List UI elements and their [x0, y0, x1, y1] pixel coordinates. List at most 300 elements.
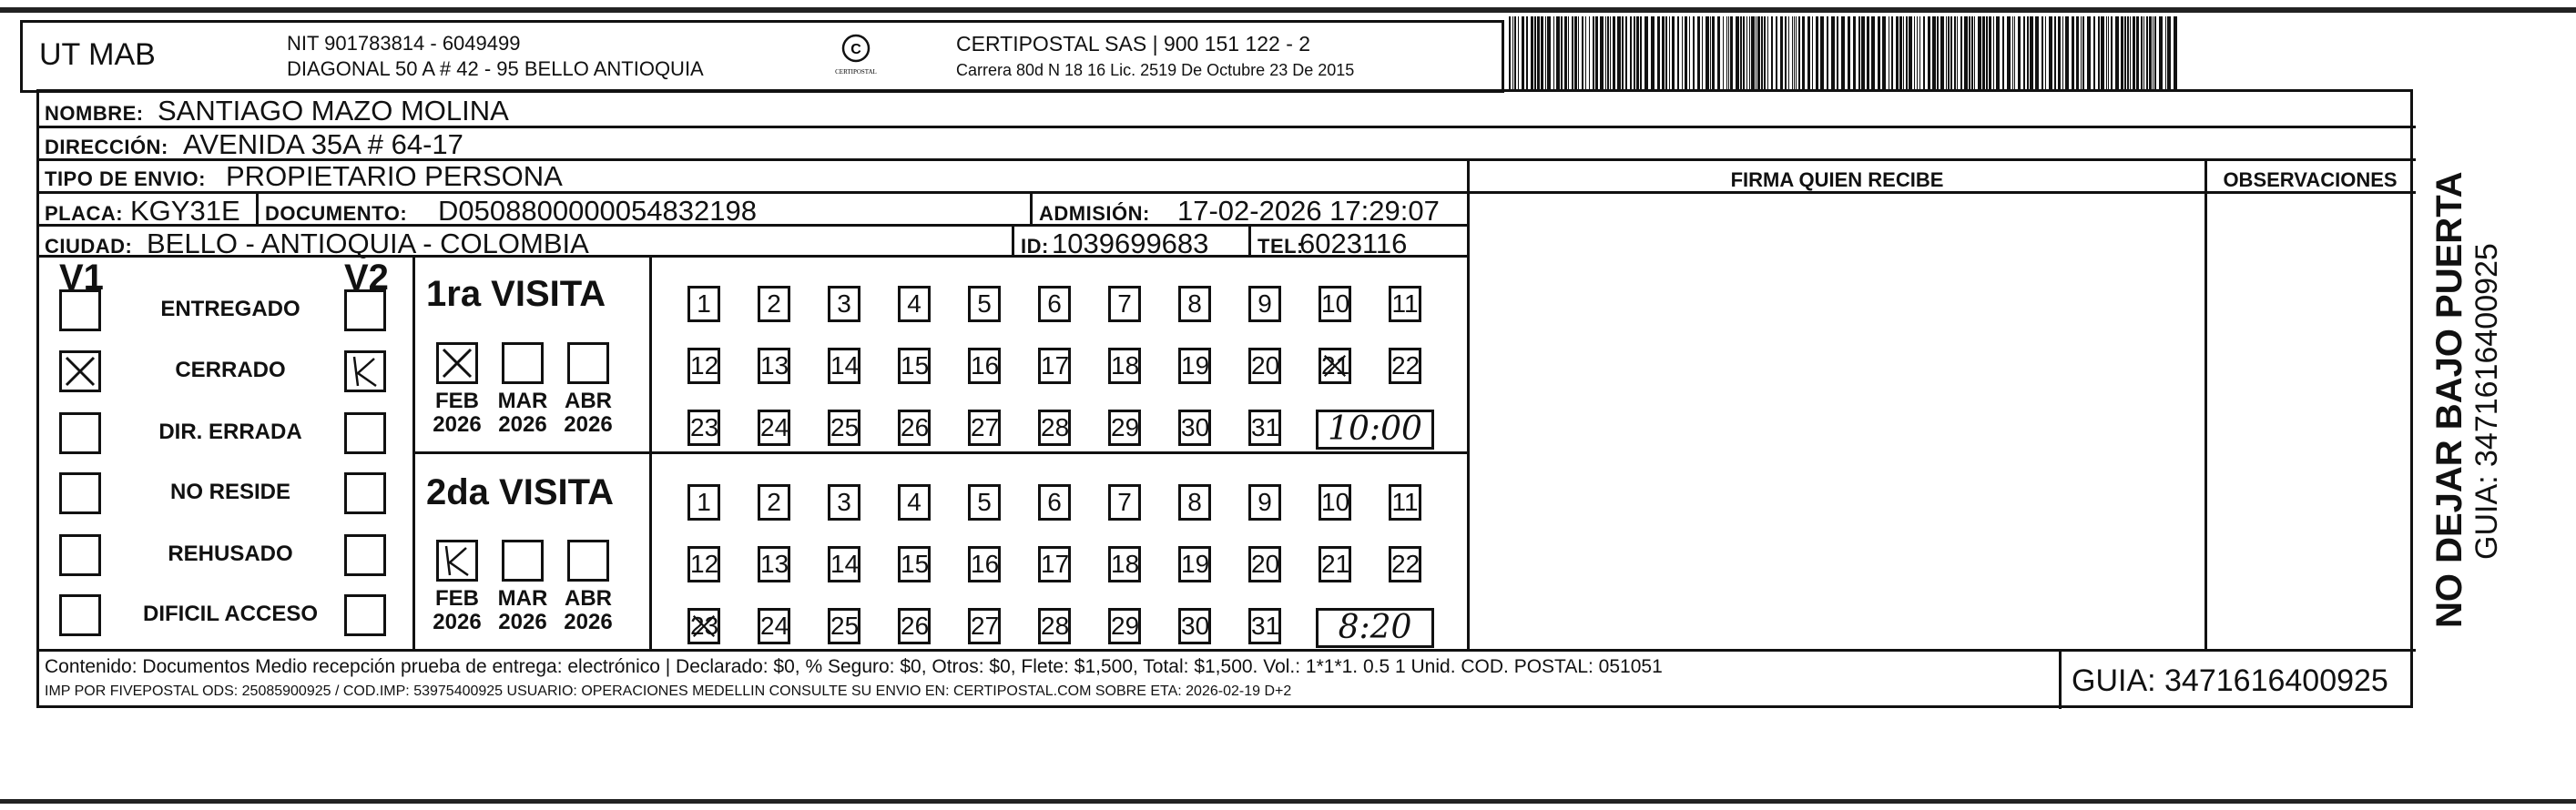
direccion-row — [39, 128, 1223, 161]
month-checkbox[interactable] — [567, 540, 609, 582]
side-warning: NO DEJAR BAJO PUERTA — [2429, 171, 2469, 628]
barcode-bar — [1669, 16, 1670, 89]
direccion-value: AVENIDA 35A # 64-17 — [183, 128, 463, 160]
barcode-bar — [1827, 16, 1828, 89]
day-box[interactable]: 23 — [687, 608, 720, 644]
visit2-title: 2da VISITA — [426, 472, 614, 512]
barcode-bar — [2035, 16, 2039, 89]
top-border-line — [0, 7, 2576, 13]
barcode-bar — [1969, 16, 1970, 89]
day-box[interactable]: 5 — [968, 484, 1001, 521]
day-box[interactable]: 10 — [1319, 484, 1351, 521]
time-box[interactable]: 8:20 — [1316, 608, 1434, 648]
day-box[interactable]: 4 — [898, 484, 931, 521]
barcode-bar — [1526, 16, 1528, 89]
barcode-bar — [1636, 16, 1639, 89]
tipo-row — [39, 161, 1223, 192]
certipostal-logo — [833, 32, 879, 85]
firma-area[interactable] — [1470, 194, 2204, 649]
day-box[interactable]: 12 — [687, 348, 720, 384]
direccion-label: DIRECCIÓN: — [45, 136, 168, 158]
barcode-bar — [1657, 16, 1660, 89]
barcode-bar — [1743, 16, 1745, 89]
admision-label: ADMISIÓN: — [1039, 202, 1150, 225]
month-label — [493, 587, 553, 634]
day-box[interactable]: 8 — [1178, 286, 1211, 322]
day-box[interactable]: 10 — [1319, 286, 1351, 322]
day-box[interactable]: 26 — [898, 608, 931, 644]
barcode-bar — [1553, 16, 1554, 89]
tipo-value: PROPIETARIO PERSONA — [226, 160, 563, 192]
barcode-bar — [1816, 16, 1818, 89]
v1-checkbox[interactable] — [59, 289, 101, 331]
barcode-bar — [1746, 16, 1747, 89]
barcode-bar — [2154, 16, 2156, 89]
barcode-bar — [1651, 16, 1655, 89]
observaciones-area[interactable] — [2207, 194, 2413, 649]
barcode-bar — [1531, 16, 1533, 89]
barcode-bar — [1640, 16, 1642, 89]
barcode-bar — [1710, 16, 1711, 89]
barcode-bar — [1574, 16, 1577, 89]
barcode-bar — [1812, 16, 1813, 89]
barcode-bar — [1974, 16, 1975, 89]
month-name: MAR — [497, 586, 548, 611]
barcode-bar — [2143, 16, 2144, 89]
status-label: CERRADO — [175, 358, 286, 382]
day-box[interactable]: 12 — [687, 546, 720, 582]
barcode-bar — [1605, 16, 1606, 89]
barcode-bar — [1761, 16, 1763, 89]
barcode-bar — [1572, 16, 1573, 89]
nombre-row — [39, 92, 1223, 128]
barcode-bar — [1617, 16, 1621, 89]
barcode-bar — [1785, 16, 1787, 89]
barcode-bar — [1954, 16, 1956, 89]
barcode-bar — [1600, 16, 1604, 89]
day-box[interactable]: 31 — [1248, 410, 1281, 446]
barcode-bar — [2106, 16, 2107, 89]
month-checkbox[interactable] — [436, 540, 478, 582]
barcode-bar — [1736, 16, 1739, 89]
day-box[interactable]: 7 — [1108, 286, 1141, 322]
company-address: DIAGONAL 50 A # 42 - 95 BELLO ANTIOQUIA — [287, 57, 704, 80]
status-label: DIFICIL ACCESO — [142, 602, 318, 626]
barcode-bar — [2093, 16, 2095, 89]
barcode-bar — [1682, 16, 1683, 89]
barcode-bar — [2165, 16, 2166, 89]
barcode-bar — [2087, 16, 2091, 89]
tipo-label: TIPO DE ENVIO: — [45, 167, 206, 190]
documento-label: DOCUMENTO: — [265, 202, 408, 225]
day-box[interactable]: 1 — [687, 484, 720, 521]
barcode-bar — [1561, 16, 1563, 89]
barcode-bar — [1740, 16, 1742, 89]
day-box[interactable]: 14 — [828, 546, 860, 582]
barcode-bar — [2149, 16, 2152, 89]
visit1-title: 1ra VISITA — [426, 274, 606, 314]
barcode-bar — [1672, 16, 1675, 89]
barcode-bar — [1841, 16, 1845, 89]
barcode-bar — [1871, 16, 1875, 89]
carrier-name: CERTIPOSTAL SAS | 900 151 122 - 2 — [956, 32, 1311, 56]
barcode-bar — [1853, 16, 1856, 89]
v2-checkbox[interactable] — [344, 472, 386, 514]
day-box[interactable]: 28 — [1038, 608, 1071, 644]
day-box[interactable]: 1 — [687, 286, 720, 322]
barcode-bar — [2082, 16, 2084, 89]
day-box[interactable]: 5 — [968, 286, 1001, 322]
day-box[interactable]: 13 — [758, 546, 790, 582]
tel-label: TEL: — [1257, 235, 1304, 258]
day-box[interactable]: 22 — [1389, 348, 1421, 384]
barcode-bar — [2018, 16, 2021, 89]
day-box[interactable]: 8 — [1178, 484, 1211, 521]
day-box[interactable]: 18 — [1108, 348, 1141, 384]
status-label: ENTREGADO — [160, 297, 300, 321]
barcode-bar — [1914, 16, 1915, 89]
barcode-bar — [2127, 16, 2129, 89]
barcode-bar — [1948, 16, 1950, 89]
v1-checkbox[interactable] — [59, 472, 101, 514]
barcode-bar — [1578, 16, 1579, 89]
barcode-bar — [2174, 16, 2177, 89]
barcode-bar — [1685, 16, 1687, 89]
barcode-bar — [1950, 16, 1952, 89]
placa-label: PLACA: — [45, 202, 124, 225]
status-label: DIR. ERRADA — [158, 420, 302, 444]
barcode-bar — [1788, 16, 1789, 89]
day-box[interactable]: 29 — [1108, 608, 1141, 644]
day-box[interactable]: 11 — [1389, 484, 1421, 521]
barcode-bar — [2065, 16, 2069, 89]
barcode-bar — [2136, 16, 2139, 89]
barcode-bar — [2054, 16, 2056, 89]
v2-checkbox[interactable] — [344, 594, 386, 636]
barcode-bar — [1989, 16, 1991, 89]
day-box[interactable]: 9 — [1248, 484, 1281, 521]
day-box[interactable]: 6 — [1038, 484, 1071, 521]
side-guia: GUIA: 3471616400925 — [2469, 243, 2504, 560]
barcode-bar — [1728, 16, 1729, 89]
day-box[interactable]: 27 — [968, 608, 1001, 644]
v2-header: V2 — [344, 258, 389, 298]
month-year: 2026 — [498, 412, 547, 437]
barcode-bar — [1906, 16, 1908, 89]
barcode — [1507, 16, 2181, 89]
barcode-bar — [1512, 16, 1513, 89]
v2-checkbox[interactable] — [344, 534, 386, 576]
barcode-bar — [1689, 16, 1690, 89]
barcode-bar — [1518, 16, 1519, 89]
day-box[interactable]: 29 — [1108, 410, 1141, 446]
day-box[interactable]: 9 — [1248, 286, 1281, 322]
barcode-bar — [2030, 16, 2033, 89]
barcode-bar — [1848, 16, 1850, 89]
barcode-bar — [1858, 16, 1860, 89]
barcode-bar — [1794, 16, 1795, 89]
day-box[interactable]: 30 — [1178, 410, 1211, 446]
company-nit: NIT 901783814 - 6049499 — [287, 32, 521, 55]
status-label: NO RESIDE — [169, 480, 291, 504]
day-box[interactable]: 2 — [758, 286, 790, 322]
barcode-bar — [1730, 16, 1733, 89]
barcode-bar — [1982, 16, 1985, 89]
barcode-bar — [1909, 16, 1912, 89]
barcode-bar — [1622, 16, 1624, 89]
day-box[interactable]: 25 — [828, 410, 860, 446]
barcode-bar — [2014, 16, 2015, 89]
barcode-bar — [1585, 16, 1586, 89]
barcode-bar — [1776, 16, 1777, 89]
barcode-bar — [1644, 16, 1648, 89]
barcode-bar — [2130, 16, 2131, 89]
day-box[interactable]: 15 — [898, 546, 931, 582]
day-box[interactable]: 14 — [828, 348, 860, 384]
barcode-bar — [1610, 16, 1611, 89]
barcode-bar — [2012, 16, 2013, 89]
tel-value: 6023116 — [1299, 228, 1408, 259]
barcode-bar — [1882, 16, 1886, 89]
barcode-bar — [2167, 16, 2171, 89]
barcode-bar — [1932, 16, 1936, 89]
day-box[interactable]: 7 — [1108, 484, 1141, 521]
month-year: 2026 — [564, 610, 613, 634]
id-label: ID: — [1021, 235, 1049, 258]
barcode-bar — [1749, 16, 1750, 89]
day-box[interactable]: 24 — [758, 608, 790, 644]
barcode-bar — [2124, 16, 2126, 89]
month-year: 2026 — [433, 610, 482, 634]
barcode-bar — [1891, 16, 1893, 89]
day-box[interactable]: 31 — [1248, 608, 1281, 644]
day-box[interactable]: 2 — [758, 484, 790, 521]
barcode-bar — [2045, 16, 2046, 89]
month-checkbox[interactable] — [502, 342, 544, 384]
documento-value: D0508800000054832198 — [438, 195, 757, 227]
day-box[interactable]: 28 — [1038, 410, 1071, 446]
month-name: FEB — [435, 389, 479, 413]
barcode-bar — [1509, 16, 1511, 89]
day-box[interactable]: 13 — [758, 348, 790, 384]
day-box[interactable]: 20 — [1248, 546, 1281, 582]
v1-checkbox[interactable] — [59, 594, 101, 636]
v2-checkbox[interactable] — [344, 350, 386, 392]
barcode-bar — [2108, 16, 2109, 89]
barcode-bar — [2076, 16, 2079, 89]
barcode-bar — [1545, 16, 1546, 89]
barcode-bar — [1595, 16, 1598, 89]
footer-guia: GUIA: 3471616400925 — [2072, 663, 2388, 698]
day-mark — [690, 611, 718, 642]
v1-checkbox[interactable] — [59, 412, 101, 454]
day-box[interactable]: 30 — [1178, 608, 1211, 644]
barcode-bar — [2081, 16, 2082, 89]
month-checkbox[interactable] — [436, 342, 478, 384]
placa-value: KGY31E — [130, 195, 240, 227]
day-box[interactable]: 17 — [1038, 348, 1071, 384]
barcode-bar — [1919, 16, 1920, 89]
month-label — [427, 587, 487, 634]
barcode-bar — [1937, 16, 1939, 89]
time-box[interactable]: 10:00 — [1316, 410, 1434, 450]
carrier-license: Carrera 80d N 18 16 Lic. 2519 De Octubre 23 De 2015 — [956, 61, 1355, 79]
barcode-bar — [1971, 16, 1973, 89]
barcode-bar — [1780, 16, 1783, 89]
nombre-value: SANTIAGO MAZO MOLINA — [158, 95, 509, 127]
day-box[interactable]: 16 — [968, 546, 1001, 582]
barcode-bar — [1917, 16, 1918, 89]
ciudad-label: CIUDAD: — [45, 235, 133, 258]
month-name: ABR — [565, 389, 612, 413]
barcode-bar — [1634, 16, 1635, 89]
barcode-bar — [1960, 16, 1962, 89]
logo-wordmark: CERTIPOSTAL — [835, 68, 877, 76]
barcode-bar — [1613, 16, 1615, 89]
barcode-bar — [1867, 16, 1869, 89]
barcode-bar — [1946, 16, 1947, 89]
day-box[interactable]: 6 — [1038, 286, 1071, 322]
barcode-bar — [2115, 16, 2119, 89]
barcode-bar — [1541, 16, 1543, 89]
barcode-bar — [1534, 16, 1536, 89]
company-name: UT MAB — [39, 37, 156, 72]
barcode-bar — [1764, 16, 1766, 89]
day-box[interactable]: 24 — [758, 410, 790, 446]
barcode-bar — [1798, 16, 1800, 89]
barcode-bar — [1796, 16, 1797, 89]
month-label — [427, 390, 487, 437]
day-box[interactable]: 18 — [1108, 546, 1141, 582]
day-box[interactable]: 15 — [898, 348, 931, 384]
barcode-bar — [2041, 16, 2043, 89]
day-box[interactable]: 19 — [1178, 546, 1211, 582]
barcode-bar — [1940, 16, 1944, 89]
barcode-bar — [1861, 16, 1865, 89]
v1-checkbox[interactable] — [59, 350, 101, 392]
barcode-bar — [1568, 16, 1569, 89]
day-box[interactable]: 21 — [1319, 546, 1351, 582]
v2-checkbox[interactable] — [344, 289, 386, 331]
v2-checkbox[interactable] — [344, 412, 386, 454]
barcode-bar — [1820, 16, 1824, 89]
barcode-bar — [1630, 16, 1632, 89]
barcode-bar — [1547, 16, 1551, 89]
month-year: 2026 — [498, 610, 547, 634]
barcode-bar — [2002, 16, 2004, 89]
barcode-bar — [1625, 16, 1627, 89]
barcode-bar — [2141, 16, 2143, 89]
barcode-bar — [2023, 16, 2025, 89]
barcode-bar — [1662, 16, 1665, 89]
barcode-bar — [1593, 16, 1594, 89]
barcode-bar — [1537, 16, 1540, 89]
admision-value: 17-02-2026 17:29:07 — [1177, 195, 1440, 227]
barcode-bar — [1757, 16, 1760, 89]
barcode-bar — [1514, 16, 1516, 89]
barcode-bar — [1767, 16, 1768, 89]
footer-contenido: Contenido: Documentos Medio recepción prueba de entrega: electrónico | Declarado: $0, % Seguro: $0, Otros: $0, Flete: $1,500, Total: $1,500. Vol.: 1*1*1. 0.5 1 Unid. COD. POSTAL: 051051 — [45, 656, 1663, 677]
barcode-bar — [2111, 16, 2113, 89]
barcode-bar — [1607, 16, 1609, 89]
barcode-bar — [1996, 16, 2000, 89]
barcode-bar — [2121, 16, 2123, 89]
month-name: ABR — [565, 586, 612, 611]
month-label — [558, 587, 618, 634]
day-mark — [1321, 350, 1349, 381]
month-name: MAR — [497, 389, 548, 413]
id-value: 1039699683 — [1052, 228, 1209, 259]
barcode-bar — [1986, 16, 1988, 89]
barcode-bar — [1878, 16, 1880, 89]
barcode-bar — [1717, 16, 1720, 89]
barcode-bar — [1582, 16, 1583, 89]
barcode-bar — [1677, 16, 1679, 89]
day-box[interactable]: 26 — [898, 410, 931, 446]
svg-text:C: C — [850, 42, 861, 57]
barcode-bar — [1928, 16, 1930, 89]
barcode-bar — [1751, 16, 1755, 89]
day-box[interactable]: 23 — [687, 410, 720, 446]
day-box[interactable]: 20 — [1248, 348, 1281, 384]
day-box[interactable]: 27 — [968, 410, 1001, 446]
barcode-bar — [2062, 16, 2063, 89]
footer-imp: IMP POR FIVEPOSTAL ODS: 25085900925 / COD.IMP: 53975400925 USUARIO: OPERACIONES MEDELLIN CONSULTE SU ENVIO EN: CERTIPOSTAL.COM SOBRE ETA: 2026-02-19 D+2 — [45, 683, 1292, 699]
barcode-bar — [1896, 16, 1899, 89]
barcode-bar — [1723, 16, 1724, 89]
v1-checkbox[interactable] — [59, 534, 101, 576]
barcode-bar — [2007, 16, 2011, 89]
month-label — [493, 390, 553, 437]
barcode-bar — [1792, 16, 1793, 89]
barcode-bar — [1807, 16, 1810, 89]
day-box[interactable]: 17 — [1038, 546, 1071, 582]
day-box[interactable]: 3 — [828, 286, 860, 322]
barcode-bar — [2159, 16, 2163, 89]
barcode-bar — [2101, 16, 2104, 89]
barcode-bar — [1771, 16, 1773, 89]
month-year: 2026 — [433, 412, 482, 437]
barcode-bar — [1802, 16, 1805, 89]
day-box[interactable]: 21 — [1319, 348, 1351, 384]
barcode-bar — [1702, 16, 1703, 89]
day-box[interactable]: 22 — [1389, 546, 1421, 582]
day-box[interactable]: 16 — [968, 348, 1001, 384]
day-box[interactable]: 11 — [1389, 286, 1421, 322]
barcode-bar — [1712, 16, 1715, 89]
barcode-bar — [1993, 16, 1994, 89]
day-box[interactable]: 4 — [898, 286, 931, 322]
bottom-border-line — [0, 799, 2576, 804]
barcode-bar — [1589, 16, 1590, 89]
month-checkbox[interactable] — [567, 342, 609, 384]
day-box[interactable]: 25 — [828, 608, 860, 644]
barcode-bar — [1705, 16, 1709, 89]
month-checkbox[interactable] — [502, 540, 544, 582]
month-year: 2026 — [564, 412, 613, 437]
barcode-bar — [2098, 16, 2100, 89]
barcode-bar — [1564, 16, 1567, 89]
barcode-bar — [2072, 16, 2074, 89]
barcode-bar — [2058, 16, 2061, 89]
nombre-label: NOMBRE: — [45, 102, 144, 125]
barcode-bar — [1899, 16, 1902, 89]
month-label — [558, 390, 618, 437]
day-box[interactable]: 3 — [828, 484, 860, 521]
header-bar — [20, 20, 1504, 93]
day-box[interactable]: 19 — [1178, 348, 1211, 384]
barcode-bar — [1726, 16, 1727, 89]
